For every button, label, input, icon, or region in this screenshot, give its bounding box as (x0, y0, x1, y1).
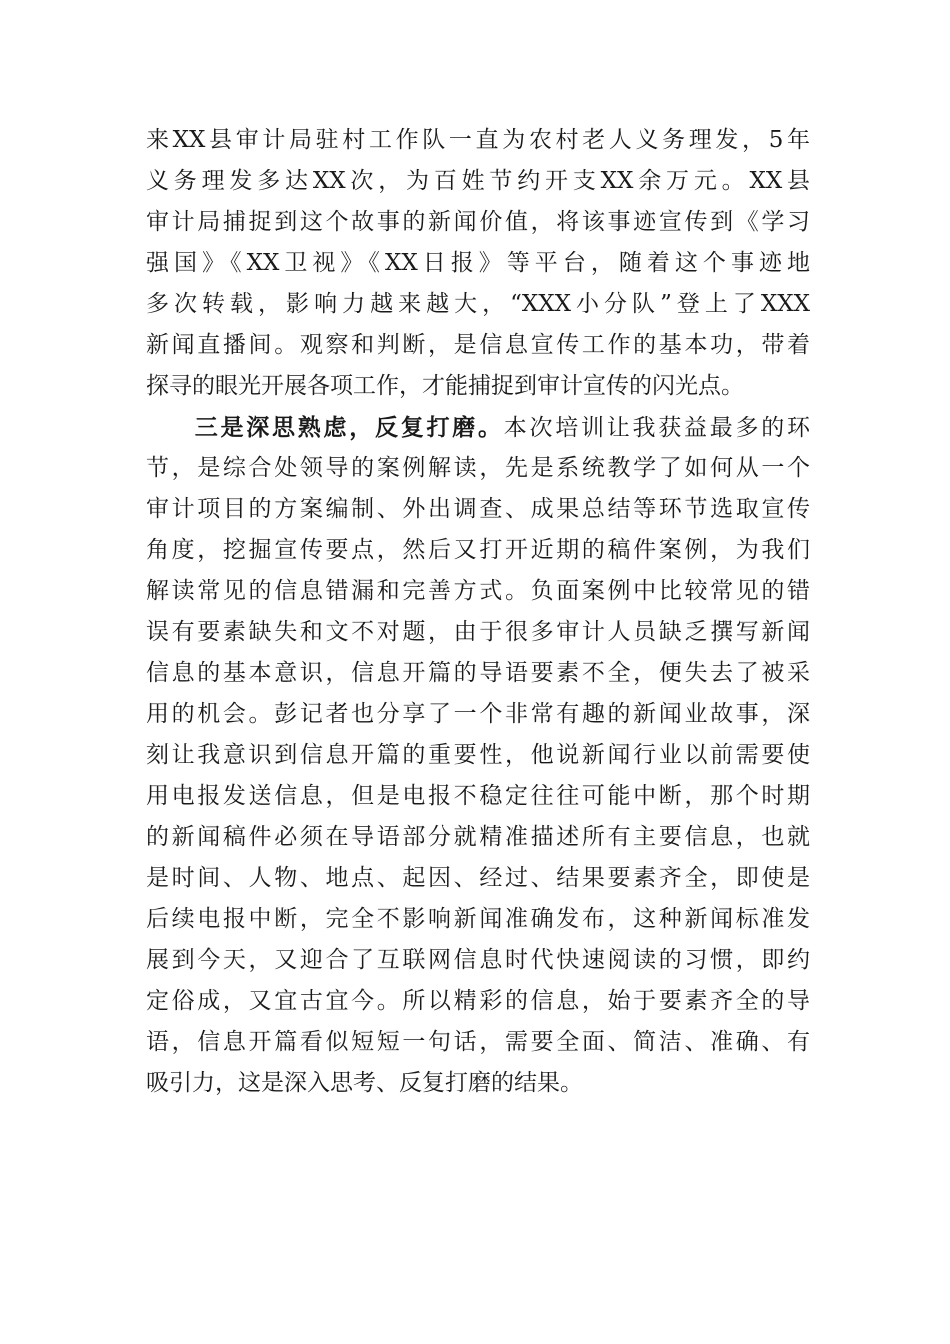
section-lead-heading: 三是深思熟虑，反复打磨。 (192, 414, 504, 441)
paragraph-line: 用的机会。彭记者也分享了一个非常有趣的新闻业故事，深 (146, 701, 810, 727)
paragraph-line: 审计局捕捉到这个故事的新闻价值，将该事迹宣传到《学习 (146, 209, 810, 235)
paragraph-line: 展到今天，又迎合了互联网信息时代快速阅读的习惯，即约 (146, 947, 810, 973)
paragraph-line: 用电报发送信息，但是电报不稳定往往可能中断，那个时期 (146, 783, 810, 809)
paragraph-line: 强国》《XX卫视》《XX日报》等平台，随着这个事迹地 (146, 250, 810, 276)
paragraph-line: 误有要素缺失和文不对题，由于很多审计人员缺乏撰写新闻 (146, 619, 810, 645)
paragraph-line: 是时间、人物、地点、起因、经过、结果要素齐全，即使是 (146, 865, 810, 891)
paragraph-1 (146, 120, 810, 407)
paragraph-line: 吸引力，这是深入思考、反复打磨的结果。 (146, 1070, 583, 1096)
paragraph-line: 节，是综合处领导的案例解读，先是系统教学了如何从一个 (146, 455, 810, 481)
paragraph-line: 新闻直播间。观察和判断，是信息宣传工作的基本功，带着 (146, 332, 810, 358)
paragraph-first-line (146, 407, 810, 448)
paragraph-line-rest: 本次培训让我获益最多的环 (503, 415, 810, 441)
paragraph-line: 的新闻稿件必须在导语部分就精准描述所有主要信息，也就 (146, 824, 810, 850)
paragraph-line: 解读常见的信息错漏和完善方式。负面案例中比较常见的错 (146, 578, 810, 604)
paragraph-line: 来XX县审计局驻村工作队一直为农村老人义务理发，5年 (146, 127, 810, 153)
paragraph-line: 多次转载，影响力越来越大，“XXX小分队”登上了XXX (146, 291, 810, 317)
paragraph-line: 信息的基本意识，信息开篇的导语要素不全，便失去了被采 (146, 660, 810, 686)
paragraph-line: 语，信息开篇看似短短一句话，需要全面、简洁、准确、有 (146, 1029, 810, 1055)
paragraph-line: 审计项目的方案编制、外出调查、成果总结等环节选取宣传 (146, 496, 810, 522)
paragraph-line: 后续电报中断，完全不影响新闻准确发布，这种新闻标准发 (146, 906, 810, 932)
document-body (146, 120, 810, 1104)
paragraph-line: 刻让我意识到信息开篇的重要性，他说新闻行业以前需要使 (146, 742, 810, 768)
paragraph-line: 角度，挖掘宣传要点，然后又打开近期的稿件案例，为我们 (146, 537, 810, 563)
paragraph-2 (146, 407, 810, 1104)
paragraph-line: 探寻的眼光开展各项工作，才能捕捉到审计宣传的闪光点。 (146, 373, 744, 399)
paragraph-line: 定俗成，又宜古宜今。所以精彩的信息，始于要素齐全的导 (146, 988, 810, 1014)
paragraph-line: 义务理发多达XX次，为百姓节约开支XX余万元。XX县 (146, 168, 810, 194)
